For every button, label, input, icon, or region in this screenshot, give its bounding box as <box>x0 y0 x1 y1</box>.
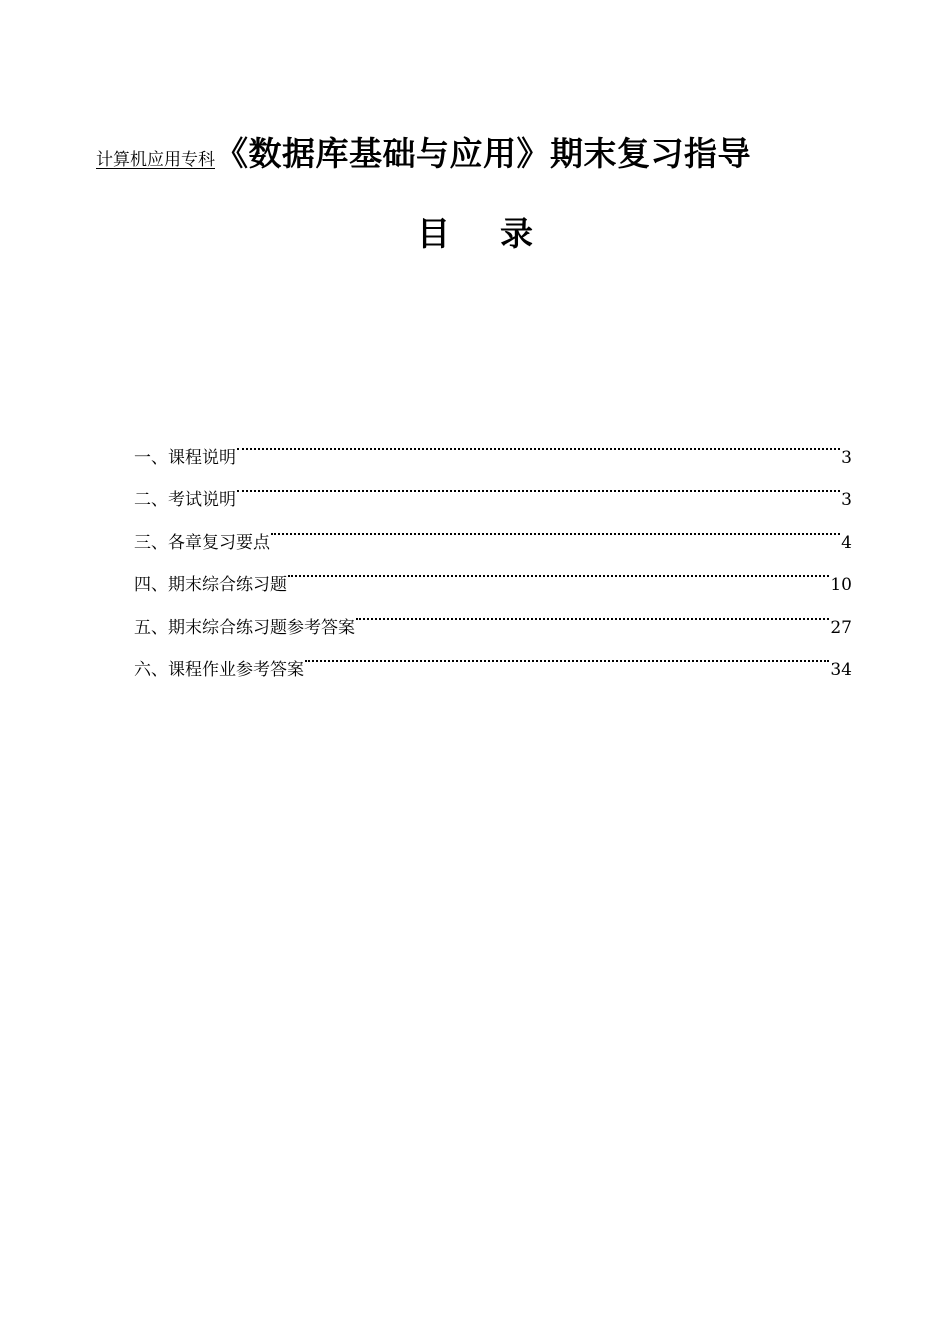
toc-entry-label: 二、考试说明 <box>134 490 236 511</box>
toc-entry-page: 3 <box>841 448 852 468</box>
toc-entry[interactable] <box>134 506 852 553</box>
toc-heading-left: 目 <box>417 214 450 253</box>
toc-entry[interactable] <box>134 421 852 468</box>
toc-entry-label: 一、课程说明 <box>134 448 236 468</box>
toc-dot-leader <box>237 421 840 463</box>
toc-dot-leader <box>288 548 829 590</box>
toc-entry-page: 10 <box>830 575 852 596</box>
toc-entry-page: 34 <box>830 659 852 680</box>
toc-dot-leader <box>237 463 840 505</box>
toc-entry-label: 六、课程作业参考答案 <box>134 659 304 680</box>
toc-heading-right: 录 <box>500 214 533 253</box>
toc-dot-leader <box>305 633 829 675</box>
toc-dot-leader <box>271 506 840 548</box>
table-of-contents <box>134 421 852 680</box>
toc-entry-page: 27 <box>830 617 852 638</box>
toc-entry[interactable] <box>134 463 852 511</box>
document-title-line <box>96 128 856 186</box>
toc-heading <box>0 206 950 268</box>
toc-entry-label: 四、期末综合练习题 <box>134 575 287 596</box>
toc-entry-page: 3 <box>841 490 852 511</box>
course-prefix: 计算机应用专科 <box>96 150 215 170</box>
toc-entry-label: 五、期末综合练习题参考答案 <box>134 617 355 638</box>
toc-entry-page: 4 <box>841 532 852 553</box>
toc-dot-leader <box>356 591 829 633</box>
document-title: 《数据库基础与应用》期末复习指导 <box>215 134 751 173</box>
toc-entry-label: 三、各章复习要点 <box>134 532 270 553</box>
